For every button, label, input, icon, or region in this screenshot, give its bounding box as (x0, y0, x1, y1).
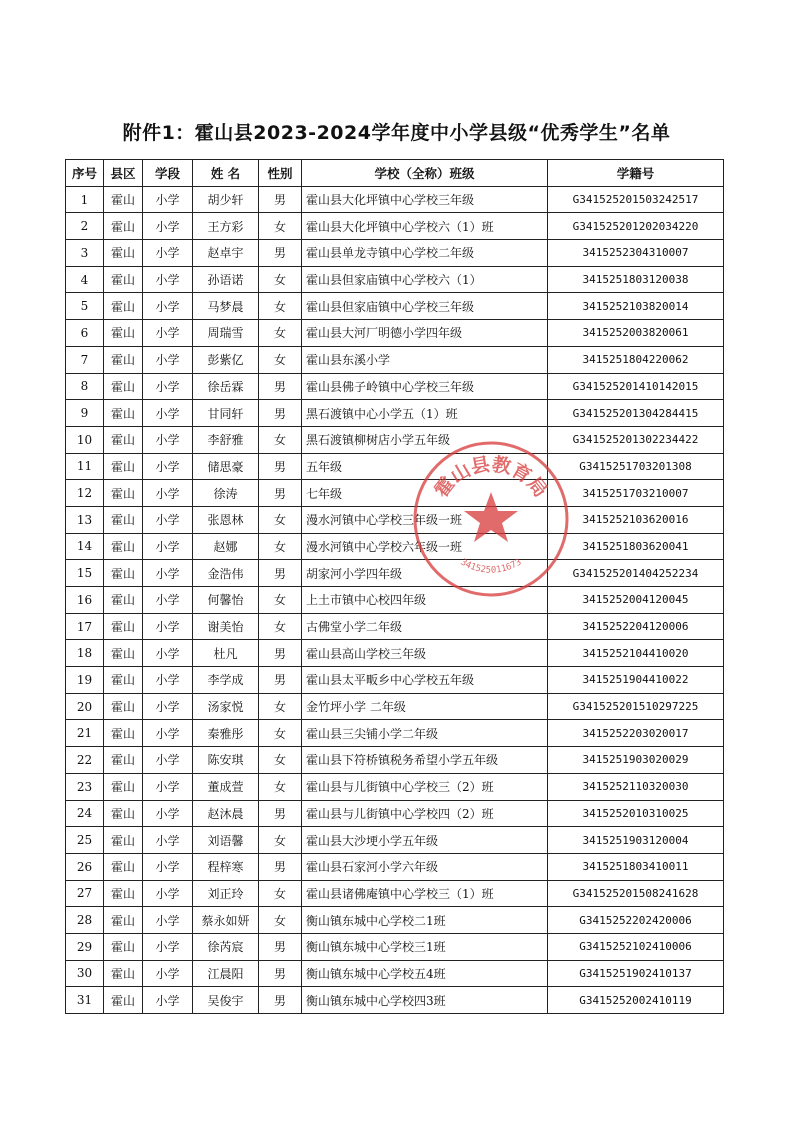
cell-stage: 小学 (143, 400, 193, 427)
cell-no: 5 (66, 293, 104, 320)
cell-no: 18 (66, 640, 104, 667)
cell-stage: 小学 (143, 373, 193, 400)
cell-gender: 男 (259, 960, 302, 987)
cell-county: 霍山 (104, 266, 143, 293)
cell-county: 霍山 (104, 827, 143, 854)
cell-sid: 3415252004120045 (548, 587, 724, 614)
cell-sid: 3415251803410011 (548, 853, 724, 880)
cell-no: 19 (66, 667, 104, 694)
table-row (66, 346, 724, 373)
table-row (66, 667, 724, 694)
cell-county: 霍山 (104, 907, 143, 934)
table-row (66, 400, 724, 427)
cell-gender: 女 (259, 827, 302, 854)
cell-name: 甘同轩 (193, 400, 259, 427)
cell-school: 霍山县大河厂明德小学四年级 (302, 320, 548, 347)
cell-sid: 3415251903120004 (548, 827, 724, 854)
header-gender: 性别 (259, 160, 302, 187)
cell-sid: 3415252204120006 (548, 613, 724, 640)
cell-name: 陈安琪 (193, 747, 259, 774)
cell-school: 霍山县诸佛庵镇中心学校三（1）班 (302, 880, 548, 907)
cell-no: 22 (66, 747, 104, 774)
table-body (66, 186, 724, 1013)
cell-school: 霍山县大化坪镇中心学校六（1）班 (302, 213, 548, 240)
cell-school: 古佛堂小学二年级 (302, 613, 548, 640)
cell-stage: 小学 (143, 773, 193, 800)
cell-name: 刘语馨 (193, 827, 259, 854)
cell-sid: 3415252103620016 (548, 506, 724, 533)
cell-gender: 男 (259, 853, 302, 880)
cell-gender: 女 (259, 266, 302, 293)
cell-school: 霍山县高山学校三年级 (302, 640, 548, 667)
cell-school: 衡山镇东城中心学校五4班 (302, 960, 548, 987)
cell-school: 霍山县但家庙镇中心学校三年级 (302, 293, 548, 320)
cell-county: 霍山 (104, 720, 143, 747)
cell-stage: 小学 (143, 827, 193, 854)
cell-sid: G341525201302234422 (548, 426, 724, 453)
cell-gender: 男 (259, 640, 302, 667)
cell-name: 何馨怡 (193, 587, 259, 614)
cell-stage: 小学 (143, 880, 193, 907)
cell-stage: 小学 (143, 720, 193, 747)
header-county: 县区 (104, 160, 143, 187)
cell-sid: G341525201510297225 (548, 693, 724, 720)
cell-county: 霍山 (104, 560, 143, 587)
table-row (66, 240, 724, 267)
cell-stage: 小学 (143, 907, 193, 934)
cell-no: 17 (66, 613, 104, 640)
table-row (66, 720, 724, 747)
cell-stage: 小学 (143, 426, 193, 453)
header-sid: 学籍号 (548, 160, 724, 187)
table-row (66, 426, 724, 453)
cell-name: 徐芮宸 (193, 933, 259, 960)
cell-name: 周瑞雪 (193, 320, 259, 347)
cell-stage: 小学 (143, 320, 193, 347)
cell-stage: 小学 (143, 853, 193, 880)
cell-county: 霍山 (104, 880, 143, 907)
cell-gender: 男 (259, 186, 302, 213)
cell-stage: 小学 (143, 533, 193, 560)
cell-sid: G341525201202034220 (548, 213, 724, 240)
cell-county: 霍山 (104, 506, 143, 533)
table-row (66, 693, 724, 720)
cell-name: 谢美怡 (193, 613, 259, 640)
cell-name: 徐岳霖 (193, 373, 259, 400)
cell-name: 胡少轩 (193, 186, 259, 213)
cell-no: 1 (66, 186, 104, 213)
cell-county: 霍山 (104, 346, 143, 373)
table-row (66, 587, 724, 614)
cell-name: 刘正玲 (193, 880, 259, 907)
cell-no: 31 (66, 987, 104, 1014)
cell-stage: 小学 (143, 933, 193, 960)
cell-sid: 3415252010310025 (548, 800, 724, 827)
table-row (66, 266, 724, 293)
cell-gender: 男 (259, 560, 302, 587)
cell-stage: 小学 (143, 987, 193, 1014)
cell-school: 金竹坪小学 二年级 (302, 693, 548, 720)
cell-stage: 小学 (143, 266, 193, 293)
cell-sid: 3415252103820014 (548, 293, 724, 320)
cell-sid: G3415251902410137 (548, 960, 724, 987)
cell-gender: 女 (259, 773, 302, 800)
cell-school: 霍山县太平畈乡中心学校五年级 (302, 667, 548, 694)
cell-county: 霍山 (104, 987, 143, 1014)
cell-county: 霍山 (104, 453, 143, 480)
cell-no: 27 (66, 880, 104, 907)
cell-no: 23 (66, 773, 104, 800)
cell-name: 徐涛 (193, 480, 259, 507)
cell-gender: 男 (259, 667, 302, 694)
table-row (66, 933, 724, 960)
cell-sid: G341525201410142015 (548, 373, 724, 400)
cell-school: 七年级 (302, 480, 548, 507)
cell-name: 程梓寒 (193, 853, 259, 880)
cell-name: 吴俊宇 (193, 987, 259, 1014)
cell-sid: 3415251903020029 (548, 747, 724, 774)
cell-gender: 女 (259, 693, 302, 720)
cell-name: 江晨阳 (193, 960, 259, 987)
cell-gender: 女 (259, 613, 302, 640)
cell-no: 16 (66, 587, 104, 614)
cell-gender: 女 (259, 346, 302, 373)
cell-name: 王方彩 (193, 213, 259, 240)
cell-no: 3 (66, 240, 104, 267)
cell-no: 13 (66, 506, 104, 533)
cell-gender: 女 (259, 880, 302, 907)
cell-county: 霍山 (104, 853, 143, 880)
cell-gender: 男 (259, 240, 302, 267)
cell-school: 黑石渡镇柳树店小学五年级 (302, 426, 548, 453)
cell-sid: 3415252003820061 (548, 320, 724, 347)
cell-school: 黑石渡镇中心小学五（1）班 (302, 400, 548, 427)
cell-no: 20 (66, 693, 104, 720)
seal-text-number: 341525011673 (458, 557, 524, 576)
cell-gender: 男 (259, 933, 302, 960)
cell-sid: 3415251703210007 (548, 480, 724, 507)
cell-sid: 3415252203020017 (548, 720, 724, 747)
cell-school: 霍山县石家河小学六年级 (302, 853, 548, 880)
cell-name: 杜凡 (193, 640, 259, 667)
cell-name: 金浩伟 (193, 560, 259, 587)
table-row (66, 987, 724, 1014)
cell-stage: 小学 (143, 587, 193, 614)
cell-gender: 女 (259, 293, 302, 320)
cell-school: 霍山县三尖铺小学二年级 (302, 720, 548, 747)
cell-gender: 女 (259, 747, 302, 774)
cell-county: 霍山 (104, 800, 143, 827)
cell-county: 霍山 (104, 933, 143, 960)
cell-county: 霍山 (104, 213, 143, 240)
table-row (66, 506, 724, 533)
cell-sid: G341525201404252234 (548, 560, 724, 587)
table-row (66, 880, 724, 907)
cell-no: 26 (66, 853, 104, 880)
cell-gender: 男 (259, 800, 302, 827)
cell-county: 霍山 (104, 960, 143, 987)
cell-stage: 小学 (143, 453, 193, 480)
cell-gender: 女 (259, 320, 302, 347)
cell-county: 霍山 (104, 613, 143, 640)
cell-sid: 3415252304310007 (548, 240, 724, 267)
table-header-row (66, 160, 724, 187)
cell-sid: 3415252110320030 (548, 773, 724, 800)
cell-gender: 女 (259, 907, 302, 934)
cell-school: 霍山县单龙寺镇中心学校二年级 (302, 240, 548, 267)
cell-stage: 小学 (143, 613, 193, 640)
cell-school: 漫水河镇中心学校三年级一班 (302, 506, 548, 533)
cell-no: 7 (66, 346, 104, 373)
cell-school: 胡家河小学四年级 (302, 560, 548, 587)
cell-school: 五年级 (302, 453, 548, 480)
cell-county: 霍山 (104, 640, 143, 667)
cell-stage: 小学 (143, 960, 193, 987)
cell-county: 霍山 (104, 240, 143, 267)
cell-county: 霍山 (104, 667, 143, 694)
cell-school: 霍山县与儿街镇中心学校四（2）班 (302, 800, 548, 827)
cell-sid: G3415252002410119 (548, 987, 724, 1014)
cell-sid: 3415251803620041 (548, 533, 724, 560)
cell-no: 2 (66, 213, 104, 240)
cell-stage: 小学 (143, 800, 193, 827)
cell-school: 霍山县大化坪镇中心学校三年级 (302, 186, 548, 213)
cell-county: 霍山 (104, 373, 143, 400)
cell-school: 衡山镇东城中心学校四3班 (302, 987, 548, 1014)
cell-stage: 小学 (143, 667, 193, 694)
cell-no: 4 (66, 266, 104, 293)
cell-stage: 小学 (143, 346, 193, 373)
cell-stage: 小学 (143, 560, 193, 587)
cell-stage: 小学 (143, 240, 193, 267)
cell-sid: 3415251804220062 (548, 346, 724, 373)
cell-gender: 男 (259, 987, 302, 1014)
cell-school: 霍山县佛子岭镇中心学校三年级 (302, 373, 548, 400)
cell-sid: G3415252202420006 (548, 907, 724, 934)
cell-gender: 女 (259, 213, 302, 240)
cell-gender: 男 (259, 400, 302, 427)
header-stage: 学段 (143, 160, 193, 187)
cell-gender: 女 (259, 587, 302, 614)
table-row (66, 747, 724, 774)
table-row (66, 773, 724, 800)
cell-name: 赵娜 (193, 533, 259, 560)
cell-county: 霍山 (104, 693, 143, 720)
cell-gender: 男 (259, 480, 302, 507)
cell-school: 霍山县下符桥镇税务希望小学五年级 (302, 747, 548, 774)
cell-name: 李学成 (193, 667, 259, 694)
table-row (66, 293, 724, 320)
cell-county: 霍山 (104, 320, 143, 347)
cell-gender: 女 (259, 506, 302, 533)
cell-county: 霍山 (104, 186, 143, 213)
cell-no: 24 (66, 800, 104, 827)
cell-no: 8 (66, 373, 104, 400)
table-row (66, 640, 724, 667)
cell-name: 张恩林 (193, 506, 259, 533)
cell-sid: G341525201503242517 (548, 186, 724, 213)
cell-stage: 小学 (143, 186, 193, 213)
cell-name: 汤家悦 (193, 693, 259, 720)
cell-name: 赵沐晨 (193, 800, 259, 827)
cell-stage: 小学 (143, 693, 193, 720)
cell-name: 李舒雅 (193, 426, 259, 453)
table-row (66, 827, 724, 854)
cell-gender: 女 (259, 533, 302, 560)
cell-county: 霍山 (104, 426, 143, 453)
cell-stage: 小学 (143, 640, 193, 667)
cell-sid: 3415251803120038 (548, 266, 724, 293)
cell-no: 15 (66, 560, 104, 587)
table-row (66, 453, 724, 480)
table-row (66, 560, 724, 587)
cell-name: 马梦晨 (193, 293, 259, 320)
cell-no: 14 (66, 533, 104, 560)
cell-no: 9 (66, 400, 104, 427)
cell-school: 霍山县但家庙镇中心学校六（1） (302, 266, 548, 293)
cell-county: 霍山 (104, 773, 143, 800)
header-no: 序号 (66, 160, 104, 187)
cell-sid: G341525201508241628 (548, 880, 724, 907)
cell-no: 6 (66, 320, 104, 347)
cell-gender: 女 (259, 720, 302, 747)
cell-county: 霍山 (104, 400, 143, 427)
table-row (66, 960, 724, 987)
cell-school: 漫水河镇中心学校六年级一班 (302, 533, 548, 560)
cell-name: 彭紫亿 (193, 346, 259, 373)
student-roster-table (65, 159, 724, 1014)
cell-sid: G3415252102410006 (548, 933, 724, 960)
cell-name: 孙语诺 (193, 266, 259, 293)
cell-no: 11 (66, 453, 104, 480)
cell-school: 霍山县东溪小学 (302, 346, 548, 373)
table-row (66, 907, 724, 934)
cell-school: 霍山县大沙埂小学五年级 (302, 827, 548, 854)
cell-county: 霍山 (104, 480, 143, 507)
cell-no: 30 (66, 960, 104, 987)
table-row (66, 800, 724, 827)
cell-stage: 小学 (143, 747, 193, 774)
cell-school: 衡山镇东城中心学校三1班 (302, 933, 548, 960)
cell-gender: 男 (259, 373, 302, 400)
cell-school: 上土市镇中心校四年级 (302, 587, 548, 614)
cell-stage: 小学 (143, 293, 193, 320)
cell-sid: 3415251904410022 (548, 667, 724, 694)
cell-name: 储思豪 (193, 453, 259, 480)
table-row (66, 480, 724, 507)
cell-county: 霍山 (104, 747, 143, 774)
cell-name: 蔡永如妍 (193, 907, 259, 934)
table-row (66, 613, 724, 640)
cell-no: 21 (66, 720, 104, 747)
seal-text-top: 霍山县教育局 (430, 453, 552, 502)
cell-gender: 男 (259, 453, 302, 480)
table-row (66, 186, 724, 213)
cell-stage: 小学 (143, 506, 193, 533)
cell-school: 霍山县与儿街镇中心学校三（2）班 (302, 773, 548, 800)
cell-name: 秦雅彤 (193, 720, 259, 747)
table-row (66, 533, 724, 560)
cell-no: 28 (66, 907, 104, 934)
table-row (66, 320, 724, 347)
cell-sid: G341525201304284415 (548, 400, 724, 427)
header-name: 姓 名 (193, 160, 259, 187)
cell-name: 董成萱 (193, 773, 259, 800)
document-title: 附件1：霍山县2023-2024学年度中小学县级“优秀学生”名单 (122, 122, 671, 144)
cell-gender: 女 (259, 426, 302, 453)
cell-sid: G3415251703201308 (548, 453, 724, 480)
cell-no: 10 (66, 426, 104, 453)
cell-county: 霍山 (104, 293, 143, 320)
cell-county: 霍山 (104, 587, 143, 614)
cell-no: 12 (66, 480, 104, 507)
cell-school: 衡山镇东城中心学校二1班 (302, 907, 548, 934)
table-row (66, 213, 724, 240)
cell-stage: 小学 (143, 213, 193, 240)
cell-county: 霍山 (104, 533, 143, 560)
cell-stage: 小学 (143, 480, 193, 507)
cell-sid: 3415252104410020 (548, 640, 724, 667)
cell-no: 25 (66, 827, 104, 854)
header-school: 学校（全称）班级 (302, 160, 548, 187)
cell-no: 29 (66, 933, 104, 960)
table-row (66, 853, 724, 880)
cell-name: 赵卓宇 (193, 240, 259, 267)
table-row (66, 373, 724, 400)
